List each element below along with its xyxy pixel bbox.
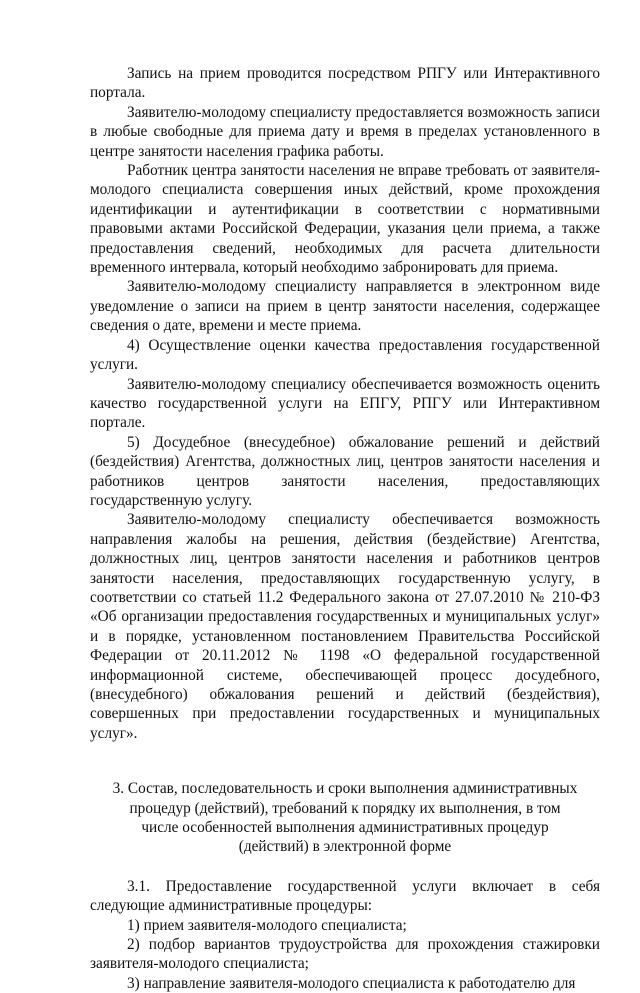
paragraph: Заявителю-молодому специалисту предоставляется возможность записи в любые свободные для приема дату и время в пределах установленного в центре занятости населения графика работы. xyxy=(90,103,600,160)
paragraph: Заявителю-молодому специалисту направляется в электронном виде уведомление о записи на прием в центр занятости населения, содержащее сведения о дате, времени и месте приема. xyxy=(90,278,600,335)
list-item-3: 3) направление заявителя-молодого специалиста к работодателю для xyxy=(127,974,576,992)
paragraph: Заявителю-молодому специалису обеспечивается возможность оценить качество государственной услуги на ЕПГУ, РПГУ или Интерактивном портале. xyxy=(90,375,600,432)
list-item-4: 4) Осуществление оценки качества предоставления государственной услуги. xyxy=(90,336,600,374)
list-item-2: 2) подбор вариантов трудоустройства для прохождения стажировки заявителя-молодого специалиста; xyxy=(90,936,600,973)
paragraph: Запись на прием проводится посредством РПГУ или Интерактивного портала. xyxy=(90,65,600,102)
paragraph: Работник центра занятости населения не вправе требовать от заявителя-молодого специалиста совершения иных действий, кроме прохождения идентификации и аутентификации в соответствии с нормативными правовыми актами Российской Федерации, указания цели приема, а также предоставления сведений, необходимых для расчета длительности временного интервала, который необходимо забронировать для приема. xyxy=(90,162,600,277)
paragraph: Заявителю-молодому специалисту обеспечивается возможность направления жалобы на решения, действия (бездействие) Агентства, должностных лиц, центров занятости населения и работников центров занятости населения, предоставляющих государственную услугу, в соответствии со статьей 11.2 Федерального закона от 27.07.2010 № 210-ФЗ «Об организации предоставления государственных и муниципальных услуг» и в порядке, установленном постановлением Правительства Российской Федерации от 20.11.2012 № 1198 «О федеральной государственной информационной системе, обеспечивающей процесс досудебного, (внесудебного) обжалования решений и действий (бездействия), совершенных при предоставлении государственных и муниципальных услуг». xyxy=(90,511,600,742)
list-item-1: 1) прием заявителя-молодого специалиста; xyxy=(127,916,407,934)
document-page xyxy=(90,64,600,993)
section-title: 3. Состав, последовательность и сроки выполнения административных процедур (действий), требований к порядку их выполнения, в том числе особенностей выполнения административных процедур (действий) в электронной форме xyxy=(112,780,578,856)
list-item-5: 5) Досудебное (внесудебное) обжалование решений и действий (бездействия) Агентства, должностных лиц, центров занятости населения и работников центров занятости населения, предоставляющих государственную услугу. xyxy=(90,433,600,509)
paragraph: 3.1. Предоставление государственной услуги включает в себя следующие административные процедуры: xyxy=(90,877,600,915)
spacer xyxy=(90,743,600,761)
